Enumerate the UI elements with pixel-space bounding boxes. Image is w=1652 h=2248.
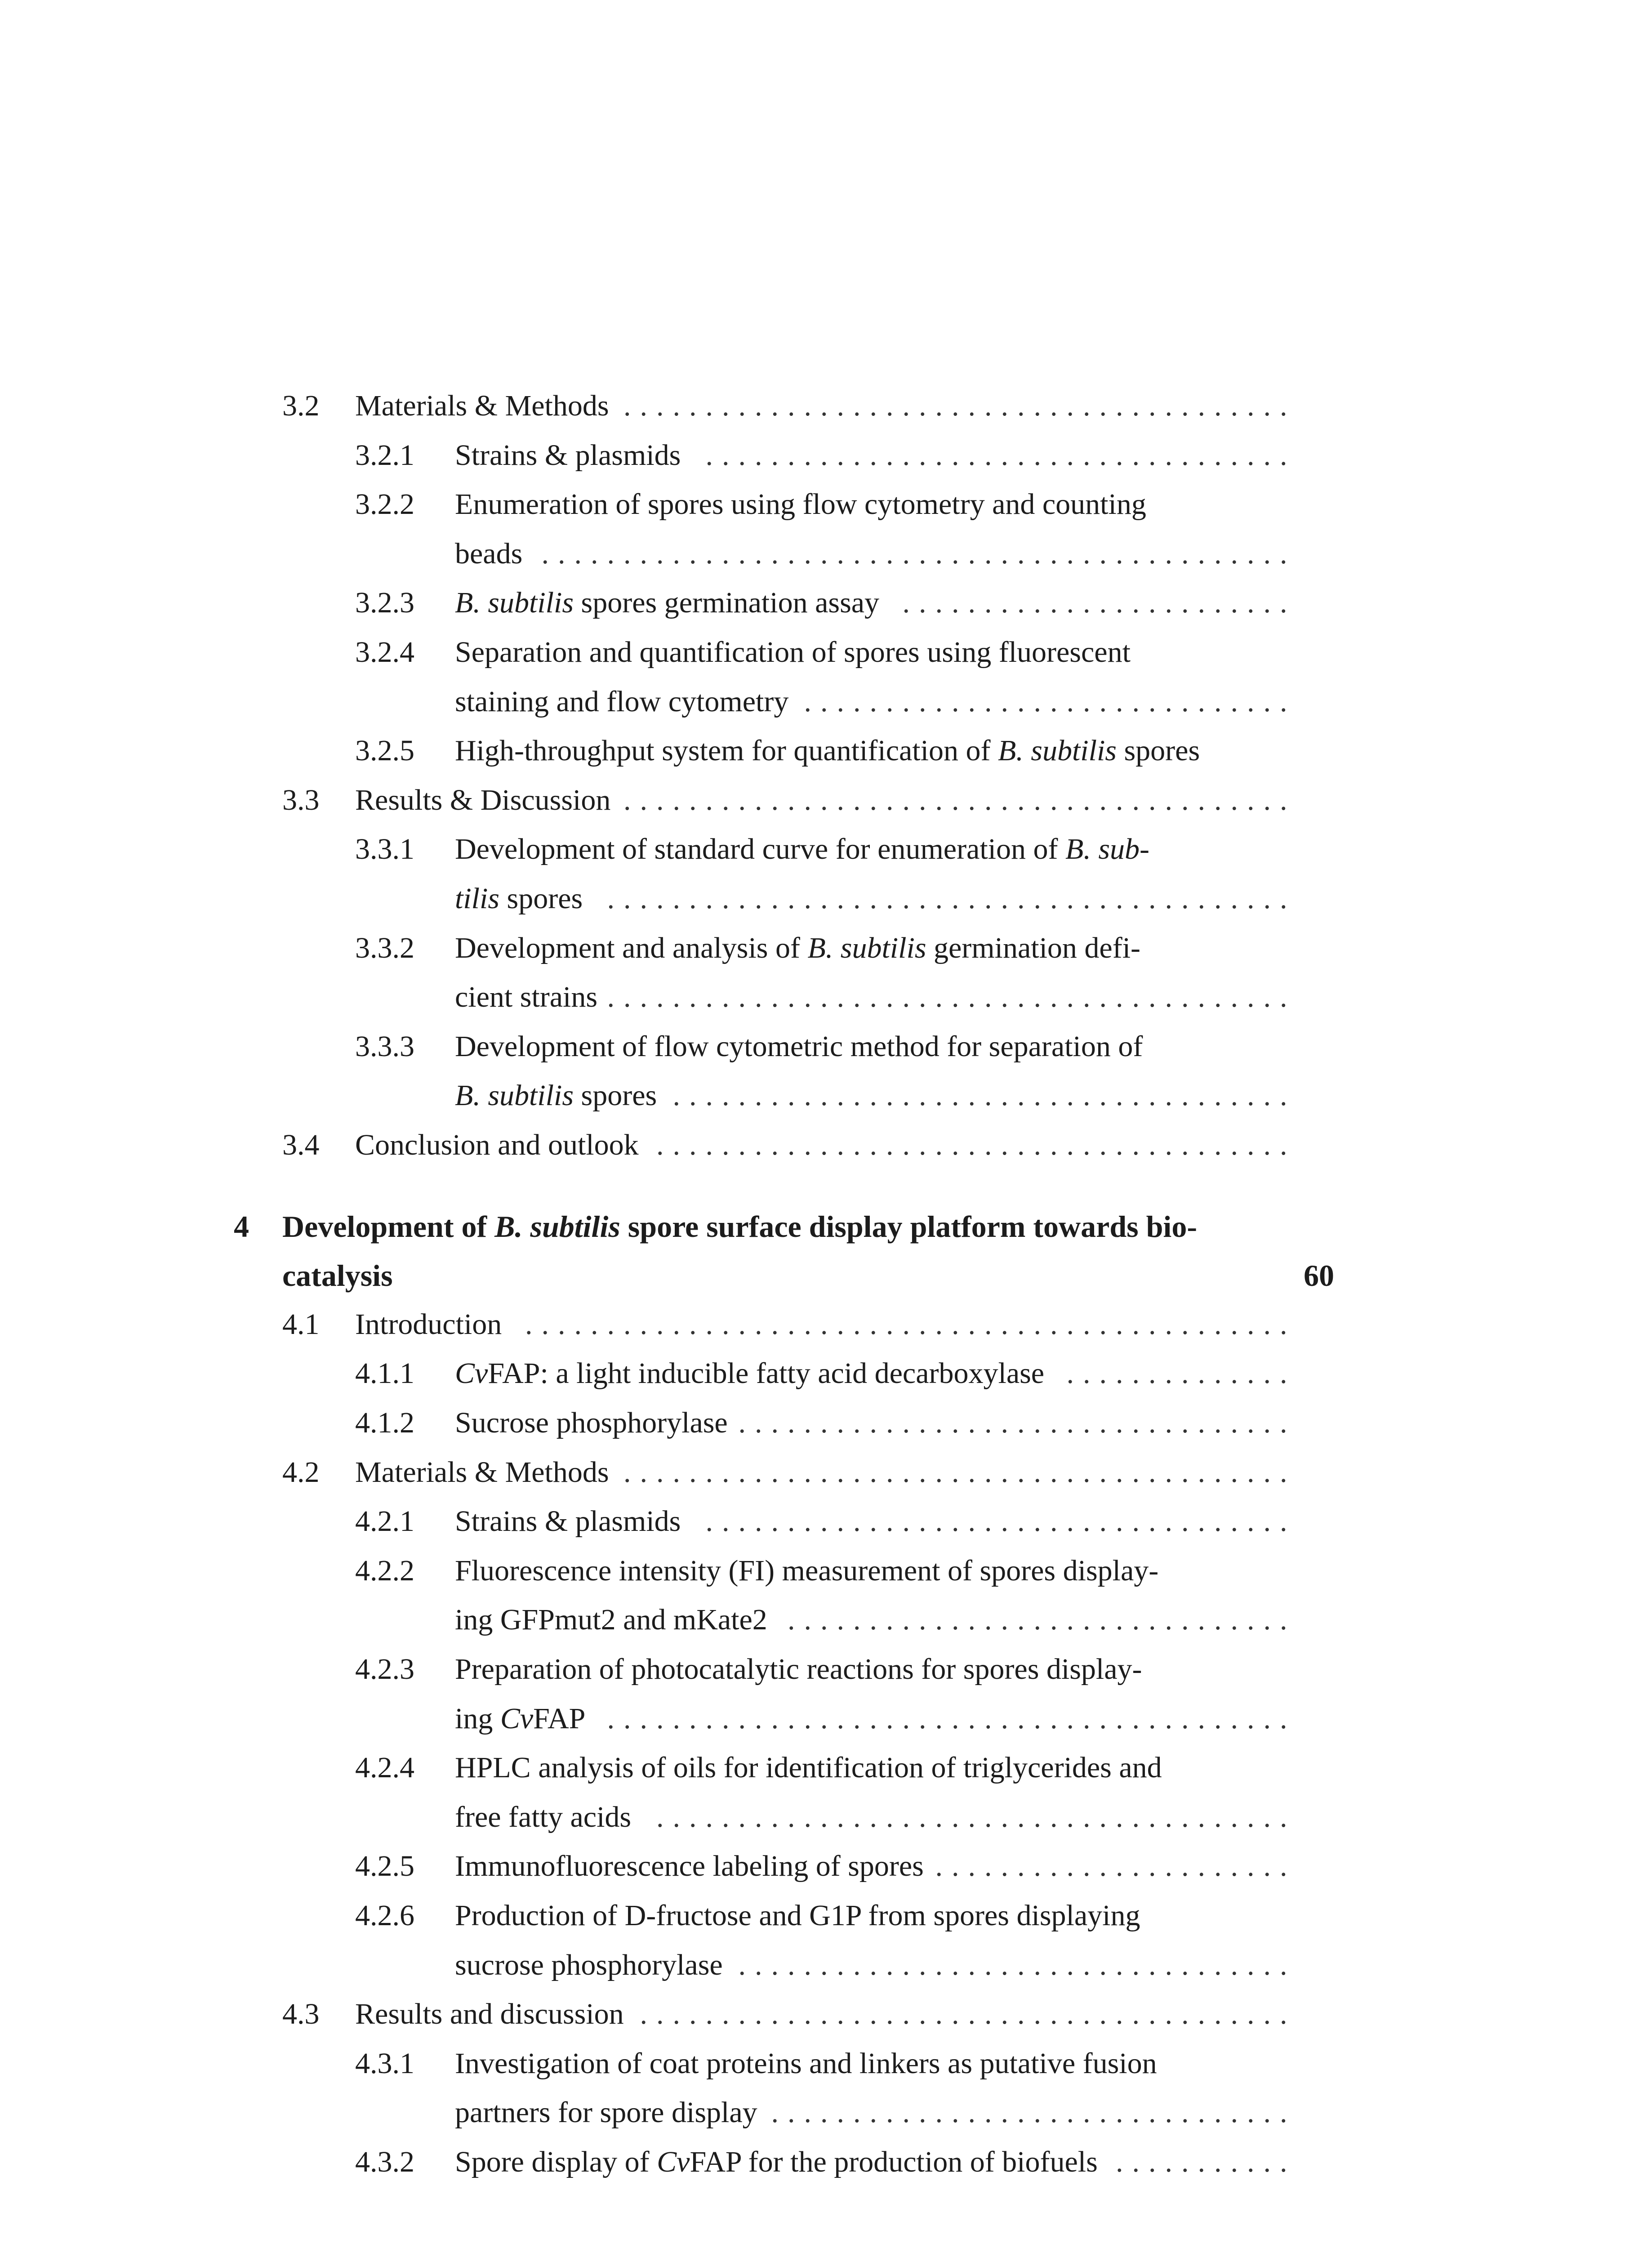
subsection-title-continued: free fatty acids [455,1800,632,1833]
section-number: 3.3 [282,783,320,816]
subsection-number: 4.1.2 [355,1406,414,1439]
subsection-title-continued: tilis spores [455,882,583,915]
section-title: Introduction [355,1307,502,1341]
subsection-number: 4.2.5 [355,1850,414,1883]
chapter-title-continued: catalysis [282,1258,393,1293]
section-number: 3.4 [282,1128,320,1161]
subsection-title: Fluorescence intensity (FI) measurement of spores display- [455,1554,1159,1587]
subsection-number: 3.2.1 [355,438,414,472]
chapter-page-number: 60 [1304,1258,1334,1293]
chapter-title: Development of B. subtilis spore surface display platform towards bio- [282,1209,1197,1244]
subsection-number: 4.3.2 [355,2145,414,2178]
subsection-title-continued: cient strains [455,981,598,1014]
section-title: Materials & Methods [355,389,609,422]
section-title: Conclusion and outlook [355,1128,639,1161]
subsection-number: 4.2.4 [355,1751,414,1784]
section-number: 4.3 [282,1998,320,2031]
subsection-title: CvFAP: a light inducible fatty acid decarboxylase [455,1357,1045,1390]
subsection-title: Preparation of photocatalytic reactions for spores display- [455,1653,1142,1686]
subsection-title: B. subtilis spores germination assay [455,586,880,620]
subsection-title: HPLC analysis of oils for identification of triglycerides and [455,1751,1162,1784]
subsection-title: Investigation of coat proteins and linkers as putative fusion [455,2047,1157,2080]
subsection-number: 4.2.6 [355,1899,414,1932]
subsection-number: 3.2.3 [355,586,414,620]
subsection-title: Development of flow cytometric method for separation of [455,1030,1143,1063]
subsection-title: High-throughput system for quantification of B. subtilis spores [455,734,1200,767]
subsection-title: Spore display of CvFAP for the production of biofuels [455,2145,1098,2178]
subsection-number: 4.1.1 [355,1357,414,1390]
subsection-number: 3.3.1 [355,833,414,866]
chapter-number: 4 [234,1209,249,1244]
subsection-number: 4.2.2 [355,1554,414,1587]
section-number: 4.2 [282,1455,320,1489]
subsection-title-continued: partners for spore display [455,2096,757,2129]
subsection-title-continued: ing GFPmut2 and mKate2 [455,1603,767,1637]
subsection-title-continued: B. subtilis spores [455,1079,657,1112]
subsection-number: 3.2.5 [355,734,414,767]
section-number: 3.2 [282,389,320,422]
subsection-title: Development and analysis of B. subtilis germination defi- [455,931,1141,964]
section-title: Materials & Methods [355,1455,609,1489]
subsection-number: 3.2.2 [355,488,414,521]
subsection-title-continued: beads [455,537,523,570]
subsection-title: Separation and quantification of spores using fluorescent [455,636,1131,669]
section-title: Results & Discussion [355,783,611,816]
subsection-number: 4.3.1 [355,2047,414,2080]
subsection-number: 3.2.4 [355,636,414,669]
subsection-title: Strains & plasmids [455,1505,681,1538]
section-title: Results and discussion [355,1998,624,2031]
subsection-title: Enumeration of spores using flow cytometry and counting [455,488,1146,521]
section-number: 4.1 [282,1307,320,1341]
subsection-title: Development of standard curve for enumeration of B. sub- [455,833,1149,866]
subsection-number: 3.3.2 [355,931,414,964]
subsection-title: Strains & plasmids [455,438,681,472]
subsection-number: 4.2.1 [355,1505,414,1538]
subsection-title-continued: ing CvFAP [455,1702,586,1735]
table-of-contents: 3.2 Materials & Methods . . . . . . . . . . . . . . . . . . . . . . . . . . . . . . . . . . . . . . . . . 3.2.1 Strains & plasmids . . . . . . . . . . . . . . . . . . . . . . . . . . . . . . . . . . . . 3.2.2 Enumeration of spores using flow cytometry and counting beads . . . . . . . . . . . . . . . . . . . . . . . . . . . . . . . . . . . . . . . . . . . . . . 3.2.3 B. subtilis spores germination assay . . . . . . . . . . . . . . . . . . . . . . . . 3.2.4 Separation and quantification of spores using fluorescent staining and flow cytometry . . . . . . . . . . . . . . . . . . . . . . . . . . . . . . 3.2.5 High-throughput system for quantification of B. subtilis spores 3.3 Results & Discussion . . . . . . . . . . . . . . . . . . . . . . . . . . . . . . . . . . . . . . . . . 3.3.1 Development of standard curve for enumeration of B. sub- tilis spores . . . . . . . . . . . . . . . . . . . . . . . . . . . . . . . . . . . . . . . . . . 3.3.2 Development and analysis of B. subtilis germination defi- cient strains . . . . . . . . . . . . . . . . . . . . . . . . . . . . . . . . . . . . . . . . . . 3.3.3 Development of flow cytometric method for separation of B. subtilis spores . . . . . . . . . . . . . . . . . . . . . . . . . . . . . . . . . . . . . . 3.4 Conclusion and outlook . . . . . . . . . . . . . . . . . . . . . . . . . . . . . . . . . . . . . . . 4 Development of B. subtilis spore surface display platform towards bio- catalysis 60 4.1 Introduction . . . . . . . . . . . . . . . . . . . . . . . . . . . . . . . . . . . . . . . . . . . . . . . 4.1.1 CvFAP: a light inducible fatty acid decarboxylase . . . . . . . . . . . . . . 4.1.2 Sucrose phosphorylase . . . . . . . . . . . . . . . . . . . . . . . . . . . . . . . . . . 4.2 Materials & Methods . . . . . . . . . . . . . . . . . . . . . . . . . . . . . . . . . . . . . . . . . 4.2.1 Strains & plasmids . . . . . . . . . . . . . . . . . . . . . . . . . . . . . . . . . . . . 4.2.2 Fluorescence intensity (FI) measurement of spores display- ing GFPmut2 and mKate2 . . . . . . . . . . . . . . . . . . . . . . . . . . . . . . . 4.2.3 Preparation of photocatalytic reactions for spores display- ing CvFAP . . . . . . . . . . . . . . . . . . . . . . . . . . . . . . . . . . . . . . . . . . 4.2.4 HPLC analysis of oils for identification of triglycerides and free fatty acids . . . . . . . . . . . . . . . . . . . . . . . . . . . . . . . . . . . . . . . 4.2.5 Immunofluorescence labeling of spores . . . . . . . . . . . . . . . . . . . . . . 4.2.6 Production of D-fructose and G1P from spores displaying sucrose phosphorylase . . . . . . . . . . . . . . . . . . . . . . . . . . . . . . . . . . 4.3 Results and discussion . . . . . . . . . . . . . . . . . . . . . . . . . . . . . . . . . . . . . . . . 4.3.1 Investigation of coat proteins and linkers as putative fusion partners for spore display . . . . . . . . . . . . . . . . . . . . . . . . . . . . . . . . 4.3.2 Spore display of CvFAP for the production of biofuels . . . . . . . . . . . [234,389,1334,2178]
subsection-title: Sucrose phosphorylase [455,1406,728,1439]
subsection-title-continued: staining and flow cytometry [455,685,789,718]
subsection-title: Production of D-fructose and G1P from spores displaying [455,1899,1140,1932]
subsection-number: 4.2.3 [355,1653,414,1686]
subsection-number: 3.3.3 [355,1030,414,1063]
subsection-title-continued: sucrose phosphorylase [455,1948,723,1981]
subsection-title: Immunofluorescence labeling of spores [455,1850,924,1883]
